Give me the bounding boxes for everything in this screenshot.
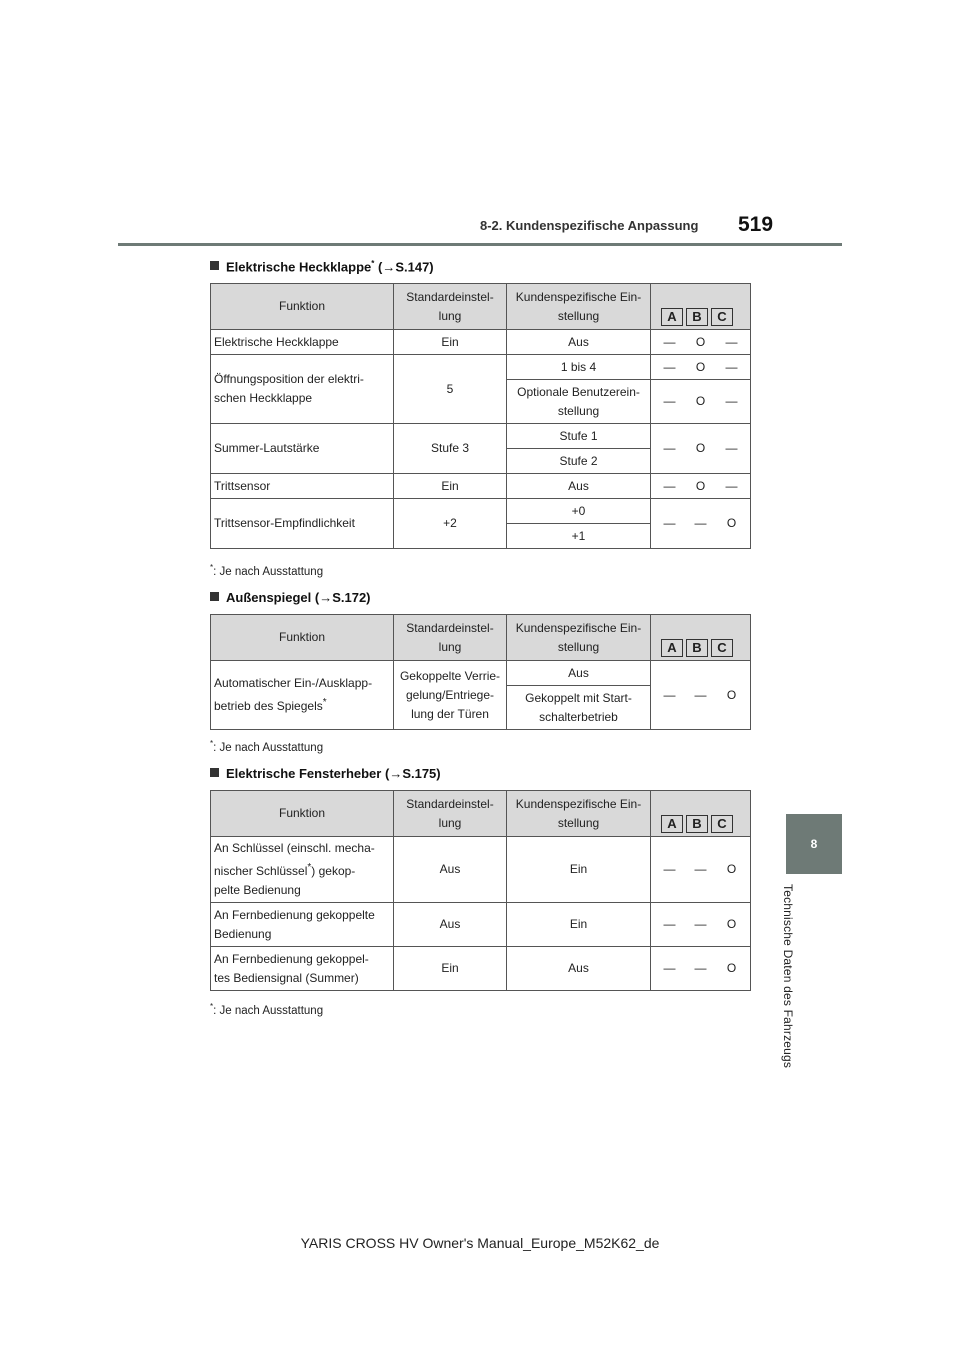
table-row: Elektrische Heckklappe Ein Aus — O — (211, 330, 751, 355)
header-rule (118, 243, 842, 246)
col-kunden: Kundenspezifische Ein- stellung (507, 615, 651, 661)
col-funktion: Funktion (211, 284, 394, 330)
table-row: Summer-Lautstärke Stufe 3 Stufe 1 — O — (211, 424, 751, 449)
bullet-square-icon (210, 592, 219, 601)
col-abc: A B C (651, 615, 751, 661)
section-heading-heckklappe: Elektrische Heckklappe* (→S.147) (210, 259, 434, 274)
col-standard: Standardeinstel- lung (394, 791, 507, 837)
col-kunden: Kundenspezifische Ein- stellung (507, 284, 651, 330)
footnote: *: Je nach Ausstattung (210, 1002, 324, 1017)
footnote: *: Je nach Ausstattung (210, 739, 324, 754)
page-number: 519 (738, 213, 774, 236)
table-row: An Schlüssel (einschl. mecha- nischer Schlüssel*) gekop- pelte Bedienung Aus Ein — — O (211, 837, 751, 903)
table-row: Automatischer Ein-/Ausklapp- betrieb des Spiegels* Gekoppelte Verrie- gelung/Entriege- lung der Türen Aus — — O (211, 661, 751, 686)
col-abc: A B C (651, 284, 751, 330)
table-aussenspiegel: Funktion Standardeinstel- lung Kundenspezifische Ein- stellung A B C Automatischer Ein-/Ausklapp- betrieb des Spiegels* Gekoppelte Verrie- gelung/Entriege- lung der Türen Aus — — O Gekoppelt mit Start- schalterbetrieb (210, 614, 751, 730)
footnote: *: Je nach Ausstattung (210, 563, 324, 578)
col-abc: A B C (651, 791, 751, 837)
col-standard: Standardeinstel- lung (394, 615, 507, 661)
col-funktion: Funktion (211, 791, 394, 837)
bullet-square-icon (210, 261, 219, 270)
section-heading-aussenspiegel: Außenspiegel (→S.172) (210, 590, 371, 605)
table-heckklappe: Funktion Standardeinstel- lung Kundenspezifische Ein- stellung A B C Elektrische Heckklappe Ein Aus — O — Öffnungsposition der elektri- schen Heckklappe 5 1 bis 4 — O — Optionale Benutzerein- stellung — O — Summer-Lautstärke Stufe 3 Stufe 1 — O — Stufe 2 Trittsensor Ein Aus — O — Trittsensor-Empfindlichkeit +2 +0 — — O +1 (210, 283, 751, 549)
chapter-tab: 8 (786, 814, 842, 874)
table-row: Öffnungsposition der elektri- schen Heckklappe 5 1 bis 4 — O — (211, 355, 751, 380)
table-row: An Fernbedienung gekoppel- tes Bediensignal (Summer) Ein Aus — — O (211, 947, 751, 991)
table-row: Trittsensor-Empfindlichkeit +2 +0 — — O (211, 499, 751, 524)
col-funktion: Funktion (211, 615, 394, 661)
document-footer: YARIS CROSS HV Owner's Manual_Europe_M52K62_de (300, 1235, 660, 1251)
table-row: Optionale Benutzerein- stellung — O — (211, 380, 751, 424)
table-fensterheber (210, 790, 751, 991)
chapter-label: Technische Daten des Fahrzeugs (781, 884, 795, 1069)
section-heading-fensterheber: Elektrische Fensterheber (→S.175) (210, 766, 441, 781)
table-row: Trittsensor Ein Aus — O — (211, 474, 751, 499)
col-kunden: Kundenspezifische Ein- stellung (507, 791, 651, 837)
table-row: An Fernbedienung gekoppelte Bedienung Aus Ein — — O (211, 903, 751, 947)
col-standard: Standardeinstel- lung (394, 284, 507, 330)
section-title: 8-2. Kundenspezifische Anpassung (480, 218, 699, 233)
bullet-square-icon (210, 768, 219, 777)
